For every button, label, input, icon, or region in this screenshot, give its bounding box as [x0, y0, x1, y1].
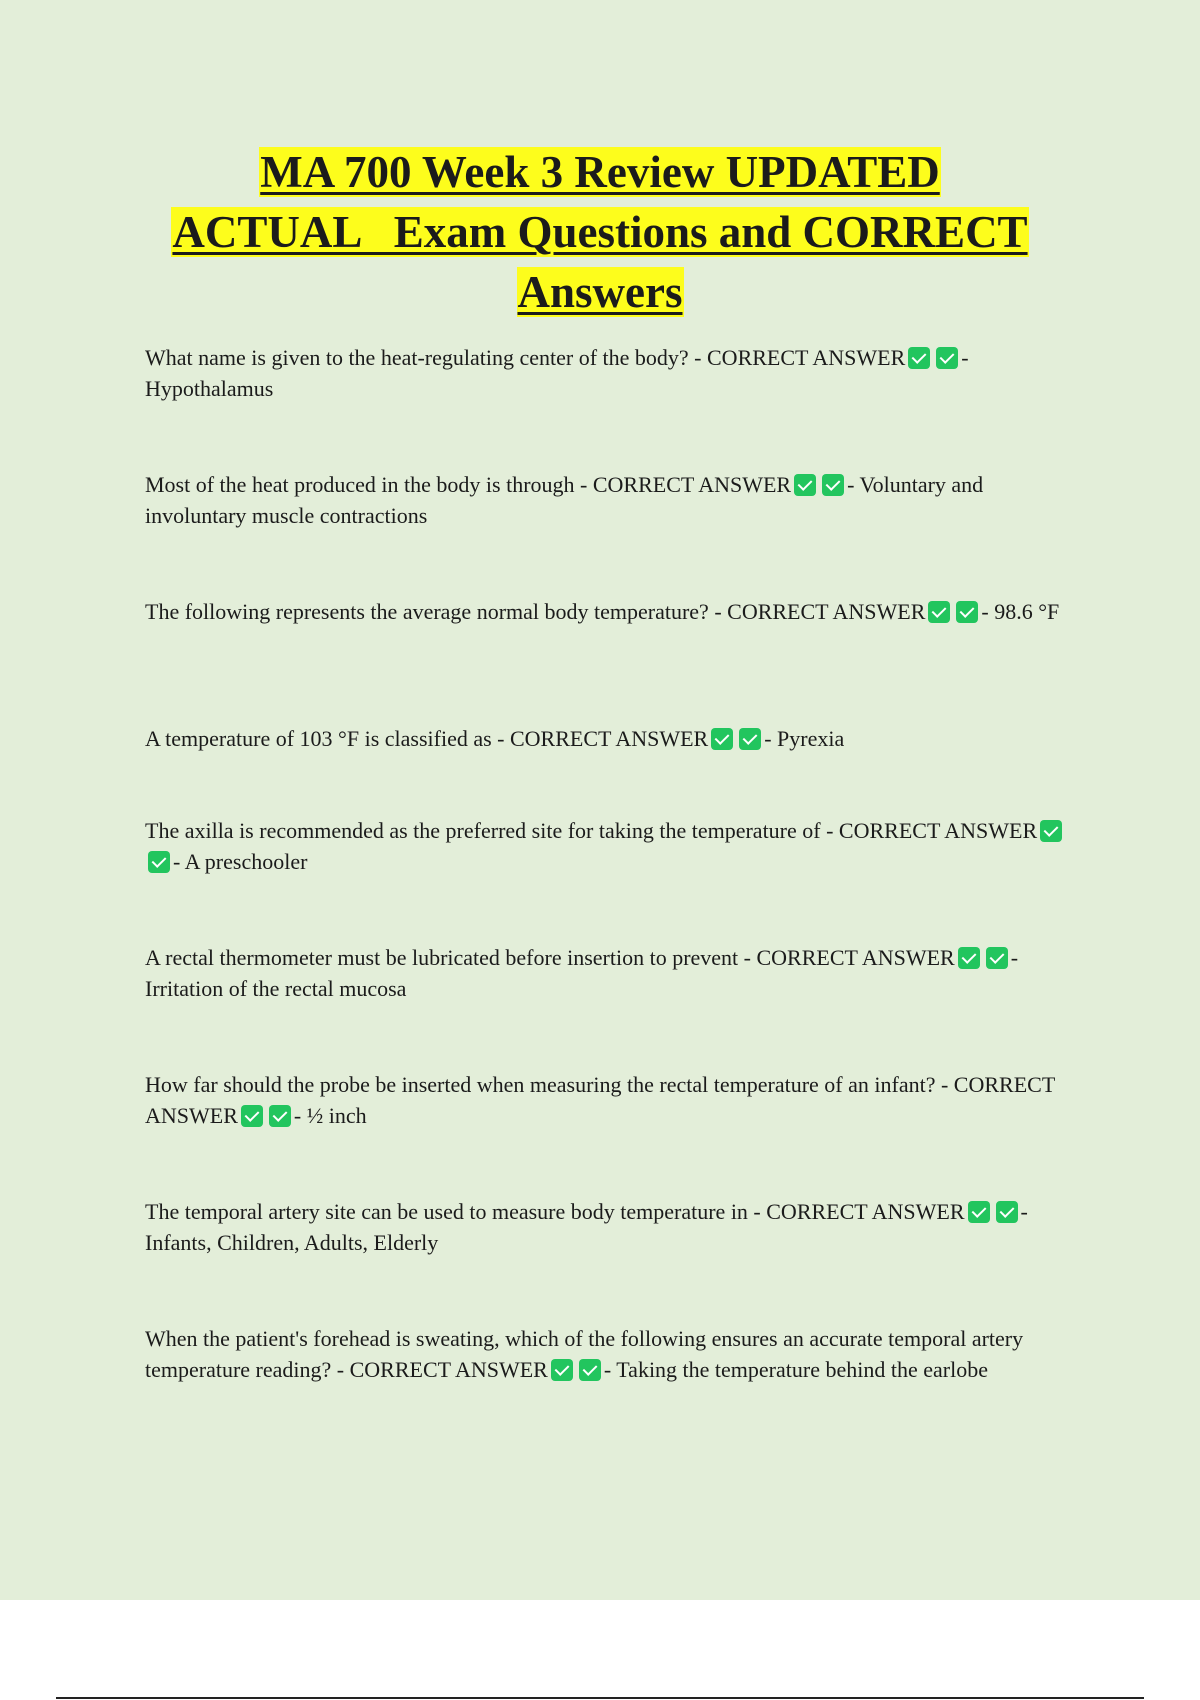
answer-text: - ½ inch [293, 1103, 367, 1128]
answer-text: - A preschooler [173, 849, 308, 874]
qa-item [145, 1323, 1085, 1385]
check-square-icon [996, 1201, 1018, 1223]
title-line [130, 142, 1070, 202]
question-text: How far should the probe be inserted when measuring the rectal temperature of an infant? - CORRECT ANSWER [145, 1072, 1055, 1128]
answer-text: - Infants, Children, Adults, Elderly [145, 1199, 1028, 1255]
qa-item [145, 596, 1085, 627]
question-text: When the patient's forehead is sweating, which of the following ensures an accurate temporal artery temperature reading? - CORRECT ANSWER [145, 1326, 1024, 1382]
check-square-icon [241, 1105, 263, 1127]
check-square-icon [958, 947, 980, 969]
check-square-icon [269, 1105, 291, 1127]
title-line [130, 262, 1070, 322]
qa-item [145, 942, 1085, 1004]
check-square-icon [711, 728, 733, 750]
title-line-text: Answers [517, 267, 683, 317]
document-title [130, 142, 1070, 322]
qa-item [145, 469, 1085, 531]
check-square-icon [822, 474, 844, 496]
check-square-icon [148, 851, 170, 873]
answer-text: - Pyrexia [764, 726, 845, 751]
check-square-icon [928, 601, 950, 623]
question-text: Most of the heat produced in the body is through - CORRECT ANSWER [145, 472, 792, 497]
answer-text: - 98.6 °F [981, 599, 1060, 624]
qa-item [145, 815, 1085, 877]
question-text: The axilla is recommended as the preferred site for taking the temperature of - CORRECT ANSWER [145, 818, 1038, 843]
check-square-icon [794, 474, 816, 496]
check-square-icon [579, 1359, 601, 1381]
check-square-icon [936, 347, 958, 369]
answer-text: - Voluntary and involuntary muscle contractions [145, 472, 984, 528]
check-square-icon [551, 1359, 573, 1381]
check-square-icon [908, 347, 930, 369]
answer-text: - Irritation of the rectal mucosa [145, 945, 1019, 1001]
check-square-icon [739, 728, 761, 750]
question-text: A rectal thermometer must be lubricated before insertion to prevent - CORRECT ANSWER [145, 945, 955, 970]
check-square-icon [968, 1201, 990, 1223]
answer-text: - Taking the temperature behind the earlobe [603, 1357, 988, 1382]
check-square-icon [956, 601, 978, 623]
check-square-icon [1040, 820, 1062, 842]
qa-item [145, 723, 1085, 754]
question-text: A temperature of 103 °F is classified as - CORRECT ANSWER [145, 726, 709, 751]
title-line-text: ACTUAL Exam Questions and CORRECT [172, 207, 1028, 257]
check-square-icon [986, 947, 1008, 969]
qa-item [145, 342, 1085, 404]
qa-item [145, 1196, 1085, 1258]
title-line-text: MA 700 Week 3 Review UPDATED [260, 147, 940, 197]
question-text: The temporal artery site can be used to measure body temperature in - CORRECT ANSWER [145, 1199, 965, 1224]
qa-item [145, 1069, 1085, 1131]
footer-divider [56, 1697, 1144, 1699]
question-text: The following represents the average normal body temperature? - CORRECT ANSWER [145, 599, 926, 624]
answer-text: - Hypothalamus [145, 345, 969, 401]
title-line [130, 202, 1070, 262]
question-text: What name is given to the heat-regulating center of the body? - CORRECT ANSWER [145, 345, 906, 370]
